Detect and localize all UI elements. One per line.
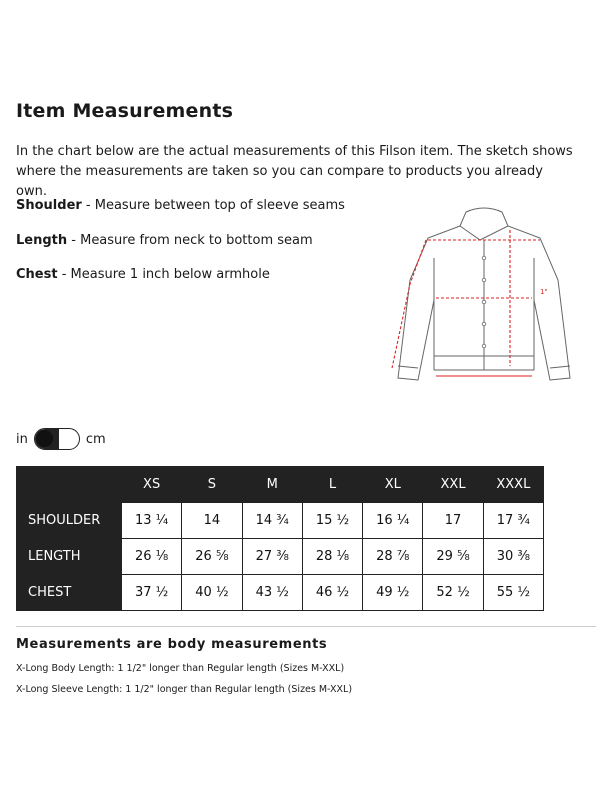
table-cell: 13 ¼ xyxy=(122,503,182,539)
table-cell: 28 ⅛ xyxy=(302,539,362,575)
table-cell: 46 ½ xyxy=(302,575,362,611)
size-chart xyxy=(16,466,544,611)
page-title: Item Measurements xyxy=(16,100,234,122)
table-cell: 16 ¼ xyxy=(363,503,423,539)
size-header: L xyxy=(328,476,337,492)
table-cell: 28 ⅞ xyxy=(363,539,423,575)
table-cell: 55 ½ xyxy=(483,575,543,611)
table-cell: 14 xyxy=(182,503,242,539)
size-header: XXL xyxy=(440,476,466,492)
size-header: M xyxy=(266,476,278,492)
table-cell: 14 ¾ xyxy=(242,503,302,539)
table-cell: 52 ½ xyxy=(423,575,483,611)
header-corner xyxy=(16,466,122,503)
definition-term: Length xyxy=(16,233,68,248)
table-row xyxy=(16,503,544,539)
row-label: SHOULDER xyxy=(28,513,101,528)
table-cell: 26 ⅝ xyxy=(182,539,242,575)
definition-term: Shoulder xyxy=(16,198,82,213)
unit-toggle[interactable] xyxy=(16,428,106,450)
table-cell: 17 ¾ xyxy=(483,503,543,539)
unit-in-label: in xyxy=(16,431,28,447)
definition-term: Chest xyxy=(16,267,58,282)
table-cell: 29 ⅝ xyxy=(423,539,483,575)
definition-chest xyxy=(16,267,270,282)
table-cell: 37 ½ xyxy=(122,575,182,611)
toggle-knob xyxy=(36,430,53,447)
table-cell: 26 ⅛ xyxy=(122,539,182,575)
size-header: XXXL xyxy=(496,476,531,492)
intro-text: In the chart below are the actual measurements of this Filson item. The sketch shows where the measurements are taken so you can compare to products you already own. xyxy=(16,144,573,199)
definition-text: - Measure from neck to bottom seam xyxy=(67,233,313,248)
row-label: CHEST xyxy=(28,585,72,600)
unit-switch[interactable] xyxy=(34,428,80,450)
table-cell: 27 ⅜ xyxy=(242,539,302,575)
table-cell: 43 ½ xyxy=(242,575,302,611)
size-header: XS xyxy=(143,476,161,492)
definition-text: - Measure 1 inch below armhole xyxy=(57,267,270,282)
unit-cm-label: cm xyxy=(85,431,106,447)
table-cell: 40 ½ xyxy=(182,575,242,611)
body-measurements-title: Measurements are body measurements xyxy=(16,637,328,652)
table-cell: 49 ½ xyxy=(363,575,423,611)
row-label: LENGTH xyxy=(28,549,81,564)
size-header: XL xyxy=(384,476,401,492)
table-cell: 15 ½ xyxy=(302,503,362,539)
definition-length xyxy=(16,233,313,248)
table-cell: 17 xyxy=(423,503,483,539)
definition-shoulder xyxy=(16,198,345,213)
xlong-sleeve-note: X-Long Sleeve Length: 1 1/2" longer than Regular length (Sizes M-XXL) xyxy=(16,684,353,695)
size-header: S xyxy=(207,476,217,492)
shirt-sketch xyxy=(380,200,585,395)
table-row xyxy=(16,575,544,611)
size-header-row xyxy=(16,466,544,503)
xlong-body-note: X-Long Body Length: 1 1/2" longer than Regular length (Sizes M-XXL) xyxy=(16,663,345,674)
sketch-inch-label: 1" xyxy=(540,288,548,296)
table-cell: 30 ⅜ xyxy=(483,539,543,575)
table-row xyxy=(16,539,544,575)
divider xyxy=(16,626,596,627)
definition-text: - Measure between top of sleeve seams xyxy=(81,198,345,213)
